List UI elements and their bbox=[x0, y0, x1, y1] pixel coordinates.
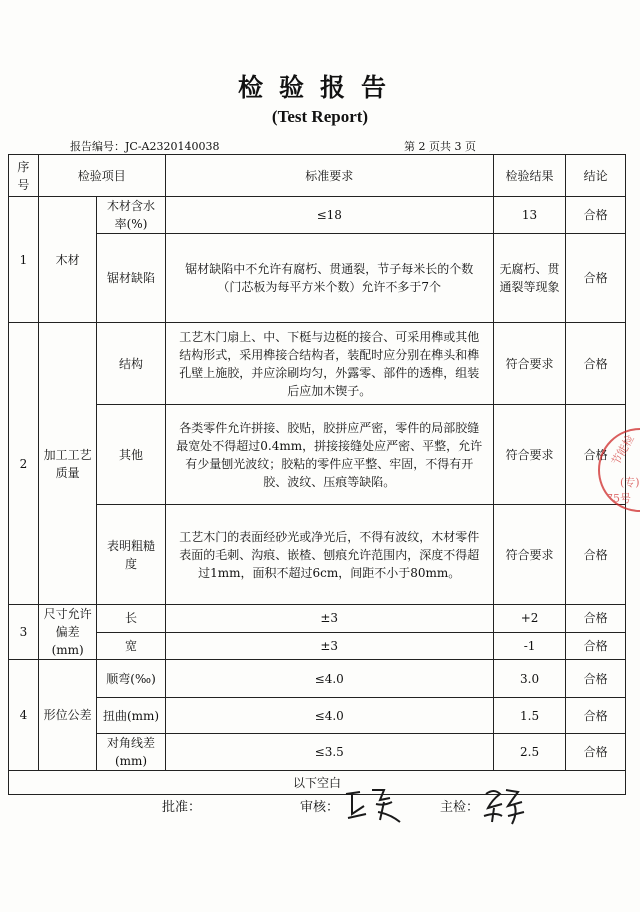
conclusion: 合格 bbox=[566, 234, 626, 323]
row-number: 2 bbox=[9, 323, 39, 605]
seal-text: 节能检 bbox=[609, 432, 637, 468]
seal-text: (专) bbox=[620, 476, 640, 489]
conclusion: 合格 bbox=[566, 734, 626, 771]
result: 2.5 bbox=[493, 734, 565, 771]
table-row bbox=[9, 405, 626, 505]
report-subtitle: (Test Report) bbox=[271, 107, 369, 126]
row-number: 1 bbox=[9, 197, 39, 323]
table-row bbox=[9, 660, 626, 698]
sub-item: 对角线差(mm) bbox=[97, 734, 165, 771]
requirement: ≤18 bbox=[165, 197, 493, 234]
requirement: 锯材缺陷中不允许有腐朽、贯通裂，节子每米长的个数（门芯板为每平方米个数）允许不多于7个 bbox=[165, 234, 493, 323]
report-number: 报告编号：JC-A2320140038 bbox=[70, 140, 220, 153]
table-row-blank bbox=[9, 771, 626, 795]
report-title: 检验报告 bbox=[237, 73, 402, 102]
conclusion: 合格 bbox=[566, 632, 626, 660]
requirement: 各类零件允许拼接、胶贴，胶拼应严密，零件的局部胶缝最宽处不得超过0.4mm，拼接接缝处应严密、平整，允许有少量刨光波纹；胶粘的零件应平整、牢固，不得有开胶、波纹、压痕等缺陷。 bbox=[165, 405, 493, 505]
inspect-signature bbox=[478, 782, 528, 830]
item-group: 形位公差 bbox=[38, 660, 97, 771]
result: -1 bbox=[493, 632, 565, 660]
sub-item: 表明粗糙度 bbox=[97, 505, 165, 605]
result: 1.5 bbox=[493, 698, 565, 734]
blank-note: 以下空白 bbox=[9, 771, 626, 795]
conclusion: 合格 bbox=[566, 405, 626, 505]
conclusion: 合格 bbox=[566, 323, 626, 405]
header-requirement: 标准要求 bbox=[165, 155, 493, 197]
requirement: ≤3.5 bbox=[165, 734, 493, 771]
requirement: 工艺木门的表面经砂光或净光后，不得有波纹，木材零件表面的毛刺、沟痕、嵌楂、刨痕允许范围内，深度不得超过1mm，面积不超过6cm，间距不小于80mm。 bbox=[165, 505, 493, 605]
requirement: 工艺木门扇上、中、下梃与边梃的接合、可采用榫或其他结构形式，采用榫接合结构者，装配时应分别在榫头和榫孔壁上施胶，并应涂刷均匀，外露零、部件的透榫，组装后应加木锲子。 bbox=[165, 323, 493, 405]
header-item: 检验项目 bbox=[38, 155, 165, 197]
row-number: 3 bbox=[9, 605, 39, 660]
conclusion: 合格 bbox=[566, 660, 626, 698]
header-no: 序号 bbox=[9, 155, 39, 197]
inspection-table bbox=[8, 154, 626, 795]
conclusion: 合格 bbox=[566, 505, 626, 605]
conclusion: 合格 bbox=[566, 605, 626, 633]
table-row bbox=[9, 605, 626, 633]
page-info: 第 2 页共 3 页 bbox=[404, 140, 476, 153]
requirement: ±3 bbox=[165, 605, 493, 633]
sub-item: 木材含水率(%) bbox=[97, 197, 165, 234]
sub-item: 顺弯(‰) bbox=[97, 660, 165, 698]
sub-item: 结构 bbox=[97, 323, 165, 405]
review-signature bbox=[340, 784, 410, 826]
sub-item: 宽 bbox=[97, 632, 165, 660]
sub-item: 扭曲(mm) bbox=[97, 698, 165, 734]
table-row bbox=[9, 632, 626, 660]
table-row bbox=[9, 197, 626, 234]
result: 符合要求 bbox=[493, 405, 565, 505]
requirement: ±3 bbox=[165, 632, 493, 660]
result: 无腐朽、贯通裂等现象 bbox=[493, 234, 565, 323]
result: +2 bbox=[493, 605, 565, 633]
table-row bbox=[9, 234, 626, 323]
requirement: ≤4.0 bbox=[165, 698, 493, 734]
row-number: 4 bbox=[9, 660, 39, 771]
approve-label: 批准： bbox=[162, 800, 202, 815]
table-row bbox=[9, 323, 626, 405]
table-row bbox=[9, 505, 626, 605]
conclusion: 合格 bbox=[566, 197, 626, 234]
inspect-label: 主检： bbox=[440, 800, 480, 815]
item-group: 加工工艺质量 bbox=[38, 323, 97, 605]
sub-item: 其他 bbox=[97, 405, 165, 505]
seal-text: 75号 bbox=[606, 492, 631, 505]
result: 3.0 bbox=[493, 660, 565, 698]
header-conclusion: 结论 bbox=[566, 155, 626, 197]
review-label: 审核： bbox=[300, 800, 340, 815]
conclusion: 合格 bbox=[566, 698, 626, 734]
sub-item: 长 bbox=[97, 605, 165, 633]
result: 13 bbox=[493, 197, 565, 234]
sub-item: 锯材缺陷 bbox=[97, 234, 165, 323]
result: 符合要求 bbox=[493, 323, 565, 405]
requirement: ≤4.0 bbox=[165, 660, 493, 698]
table-header-row bbox=[9, 155, 626, 197]
result: 符合要求 bbox=[493, 505, 565, 605]
table-row bbox=[9, 734, 626, 771]
item-group: 尺寸允许偏差(mm) bbox=[38, 605, 97, 660]
header-result: 检验结果 bbox=[493, 155, 565, 197]
table-row bbox=[9, 698, 626, 734]
item-group: 木材 bbox=[38, 197, 97, 323]
